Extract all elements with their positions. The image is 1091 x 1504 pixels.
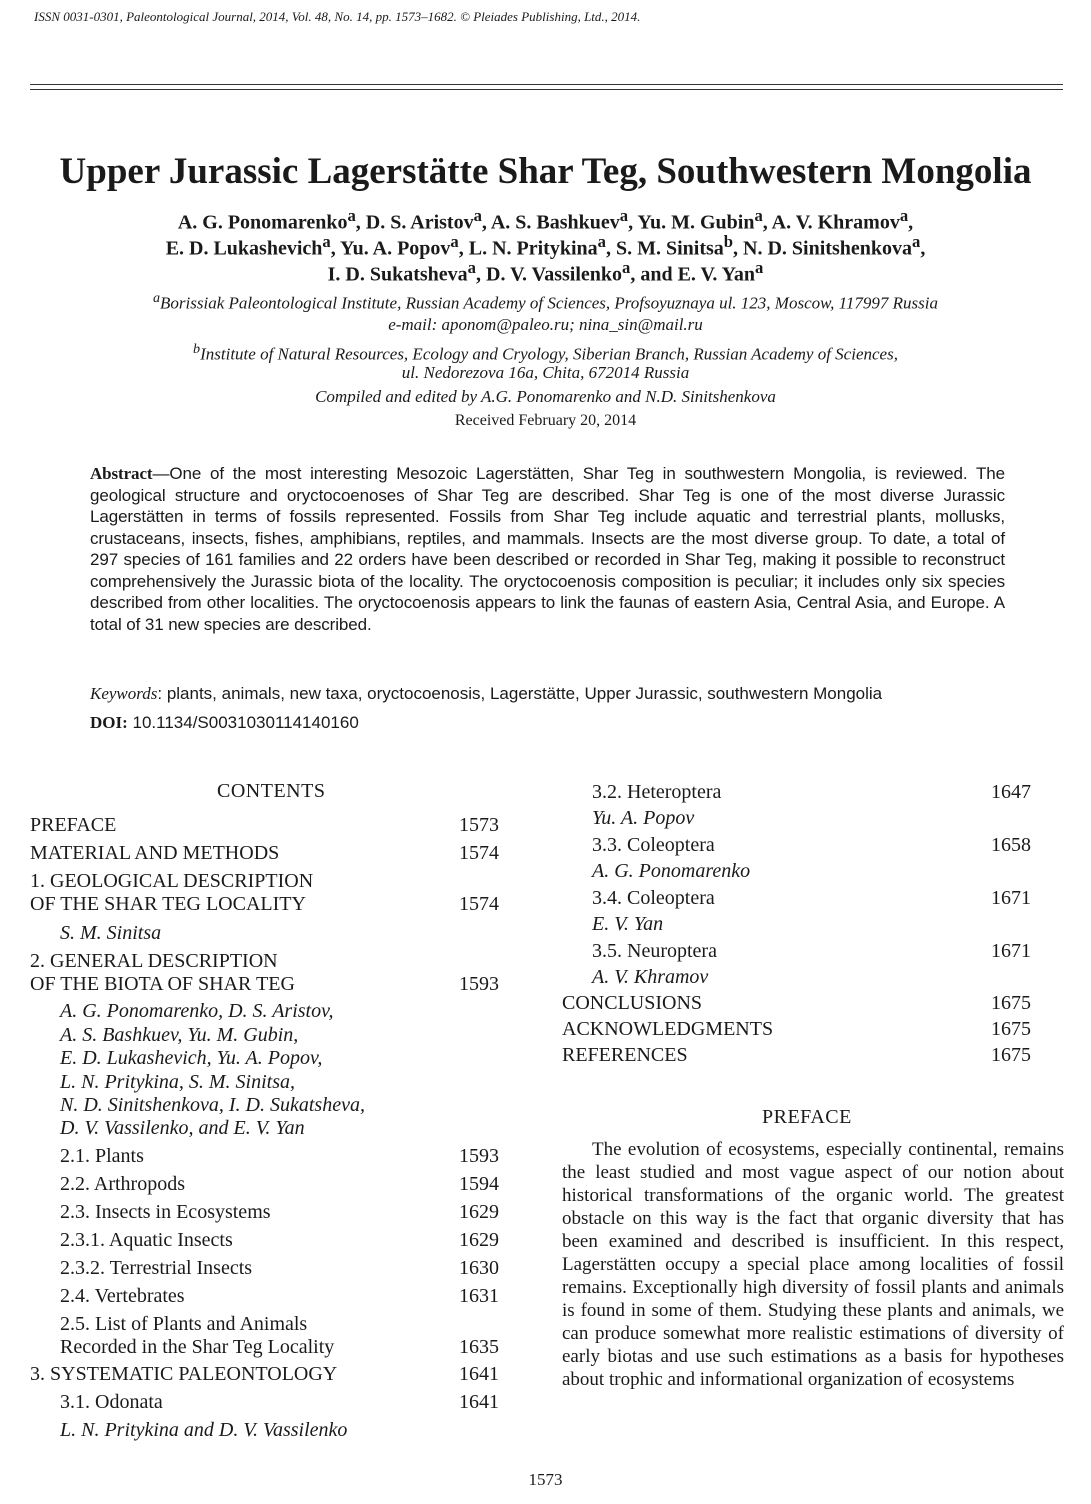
toc-author-line — [60, 1000, 334, 1022]
preface-body: The evolution of ecosystems, especially continental, remains the least studied and most vague aspect of our notion about historical transformations of the organic world. The greatest obstacle on this way is the fact that organic diversity that has been examined and described is insufficient. In this respect, Lagerstätten occupy a special place among localities of fossil remains. Exceptionally high diversity of fossil plants and animals is found in some of them. Studying these plants and animals, we can produce somewhat more realistic estimations of diversity of early biotas and use such estimations as a basis for hypotheses about trophic and informational organization of ecosystems — [562, 1139, 1064, 1390]
authors-line-1: A. G. Ponomarenko$^a$, D. S. Aristov$^a$, A. S. Bashkuev$^a$, Yu. M. Gubin$^a$, A. V. Khramov$^a$, — [177, 206, 914, 234]
toc-entry-label: 2.2. Arthropods — [60, 1173, 185, 1195]
toc-author-line — [60, 1024, 298, 1046]
toc-entry — [562, 1018, 773, 1040]
doi-value: 10.1134/S0031030114140160 — [127, 713, 359, 732]
toc-author-line — [60, 922, 161, 944]
toc-entry-label: A. G. Ponomarenko — [592, 860, 751, 882]
affiliation-a-text: Borissiak Paleontological Institute, Russian Academy of Sciences, Profsoyuznaya ul. 123, Moscow, 117997 Russia — [160, 293, 939, 313]
toc-entry-label: REFERENCES — [562, 1044, 688, 1066]
toc-entry — [60, 1313, 307, 1335]
toc-entry-label: CONCLUSIONS — [562, 992, 703, 1014]
authors-line-2: E. D. Lukashevich$^a$, Yu. A. Popov$^a$, L. N. Pritykina$^a$, S. M. Sinitsa$^b$, N. D. Sinitshenkova$^a$, — [165, 232, 926, 260]
toc-entry-label: Recorded in the Shar Teg Locality — [60, 1336, 335, 1358]
toc-entry — [60, 1257, 252, 1279]
toc-entry-label: 2.3. Insects in Ecosystems — [60, 1201, 271, 1223]
toc-entry-label: PREFACE — [30, 814, 117, 836]
toc-page-number: 1671 — [991, 940, 1031, 962]
toc-page-number: 1574 — [459, 893, 499, 915]
doi — [90, 713, 359, 733]
toc-page-number: 1675 — [991, 1044, 1031, 1066]
toc-page-number: 1593 — [459, 973, 499, 995]
toc-entry-label: OF THE SHAR TEG LOCALITY — [30, 893, 306, 915]
toc-entry-label: A. V. Khramov — [592, 966, 709, 988]
toc-entry — [60, 1285, 185, 1307]
toc-page-number: 1573 — [459, 814, 499, 836]
abstract — [90, 463, 1005, 635]
toc-entry-label: L. N. Pritykina, S. M. Sinitsa, — [60, 1071, 295, 1093]
toc-entry — [562, 1044, 688, 1066]
toc-page-number: 1631 — [459, 1285, 499, 1307]
toc-page-number: 1671 — [991, 887, 1031, 909]
affiliation-b — [0, 341, 1091, 365]
toc-entry — [30, 893, 306, 915]
toc-entry — [30, 814, 116, 836]
toc-entry-label: E. D. Lukashevich, Yu. A. Popov, — [60, 1047, 323, 1069]
page-number: 1573 — [528, 1470, 563, 1489]
toc-entry — [30, 1363, 337, 1385]
toc-entry — [60, 1229, 233, 1251]
toc-page-number: 1630 — [459, 1257, 499, 1279]
toc-entry-label: 2.1. Plants — [60, 1145, 144, 1167]
toc-entry — [60, 1173, 185, 1195]
contact-email: e-mail: aponom@paleo.ru; nina_sin@mail.ru — [388, 315, 703, 334]
affiliation-a-marker: a — [152, 290, 161, 306]
toc-entry-label: D. V. Vassilenko, and E. V. Yan — [60, 1117, 305, 1139]
keywords — [90, 684, 882, 704]
toc-entry-label: 2.4. Vertebrates — [60, 1285, 185, 1307]
toc-page-number: 1641 — [459, 1391, 499, 1413]
doi-label: DOI: — [90, 713, 128, 732]
toc-page-number: 1658 — [991, 834, 1031, 856]
toc-entry — [592, 781, 721, 803]
toc-entry — [30, 842, 279, 864]
toc-entry-label: OF THE BIOTA OF SHAR TEG — [30, 973, 295, 995]
toc-author-line — [60, 1117, 305, 1139]
toc-author-line — [592, 807, 694, 829]
toc-page-number: 1593 — [459, 1145, 499, 1167]
toc-entry — [60, 1391, 163, 1413]
toc-page-number: 1629 — [459, 1229, 499, 1251]
toc-author-line — [592, 966, 708, 988]
journal-header: ISSN 0031-0301, Paleontological Journal, 2014, Vol. 48, No. 14, pp. 1573–1682. © Pleiades Publishing, Ltd., 2014. — [34, 9, 641, 24]
toc-entry — [562, 992, 702, 1014]
toc-entry-label: 2.5. List of Plants and Animals — [60, 1313, 308, 1335]
toc-author-line — [60, 1419, 347, 1441]
toc-page-number: 1574 — [459, 842, 499, 864]
toc-entry-label: 3.1. Odonata — [60, 1391, 163, 1413]
toc-page-number: 1635 — [459, 1336, 499, 1358]
toc-page-number: 1629 — [459, 1201, 499, 1223]
affiliation-b-marker: b — [193, 341, 201, 357]
toc-entry — [592, 940, 717, 962]
toc-entry-label: A. G. Ponomarenko, D. S. Aristov, — [60, 1000, 334, 1022]
toc-entry-label: A. S. Bashkuev, Yu. M. Gubin, — [60, 1024, 299, 1046]
toc-page-number: 1594 — [459, 1173, 499, 1195]
abstract-text: —One of the most interesting Mesozoic Lagerstätten, Shar Teg in southwestern Mongolia, is reviewed. The geological structure and oryctocoenoses of Shar Teg are described. Shar Teg is one of the most diverse Jurassic Lagerstätten in terms of fossils represented. Fossils from Shar Teg include aquatic and terrestrial plants, mollusks, crustaceans, insects, fishes, amphibians, reptiles, and mammals. Insects are the most diverse group. To date, a total of 297 species of 161 families and 22 orders have been described or recorded in Shar Teg, making it possible to reconstruct comprehensively the Jurassic biota of the locality. The oryctocoenosis composition is peculiar; it includes only six species described from other localities. The oryctocoenosis appears to link the faunas of eastern Asia, Central Asia, and Europe. A total of 31 new species are described. — [90, 464, 1005, 634]
toc-entry-label: S. M. Sinitsa — [60, 922, 162, 944]
affiliation-b-text: Institute of Natural Resources, Ecology and Cryology, Siberian Branch, Russian Academy of Sciences, — [200, 344, 898, 364]
toc-entry-label: 2.3.2. Terrestrial Insects — [60, 1257, 253, 1279]
toc-entry-label: 2. GENERAL DESCRIPTION — [30, 950, 278, 972]
toc-entry-label: 2.3.1. Aquatic Insects — [60, 1229, 233, 1251]
header-rule-bottom — [30, 89, 1063, 90]
toc-entry — [592, 887, 715, 909]
toc-author-line — [60, 1047, 322, 1069]
affiliation-b-address: ul. Nedorezova 16a, Chita, 672014 Russia — [401, 363, 690, 382]
compiled-by: Compiled and edited by A.G. Ponomarenko and N.D. Sinitshenkova — [315, 387, 776, 406]
toc-entry — [60, 1201, 271, 1223]
toc-entry — [30, 973, 295, 995]
toc-entry-label: 3.4. Coleoptera — [592, 887, 715, 909]
authors-line-3: I. D. Sukatsheva$^a$, D. V. Vassilenko$^a$, and E. V. Yan$^a$ — [327, 258, 764, 286]
affiliation-a — [0, 290, 1091, 314]
toc-entry-label: N. D. Sinitshenkova, I. D. Sukatsheva, — [60, 1094, 365, 1116]
toc-author-line — [592, 860, 750, 882]
toc-author-line — [592, 913, 663, 935]
toc-entry-label: 3.2. Heteroptera — [592, 781, 722, 803]
abstract-label: Abstract — [90, 464, 153, 483]
toc-entry-label: 3.3. Coleoptera — [592, 834, 715, 856]
toc-entry-label: MATERIAL AND METHODS — [30, 842, 280, 864]
toc-entry-label: 1. GEOLOGICAL DESCRIPTION — [30, 870, 314, 892]
toc-entry-label: ACKNOWLEDGMENTS — [562, 1018, 774, 1040]
toc-entry-label: E. V. Yan — [592, 913, 664, 935]
toc-entry-label: Yu. A. Popov — [592, 807, 695, 829]
toc-page-number: 1675 — [991, 1018, 1031, 1040]
preface-text — [562, 1138, 1064, 1391]
header-rule-top — [30, 84, 1063, 85]
toc-entry — [60, 1336, 334, 1358]
toc-entry-label: L. N. Pritykina and D. V. Vassilenko — [60, 1419, 348, 1441]
keywords-text: : plants, animals, new taxa, oryctocoenosis, Lagerstätte, Upper Jurassic, southwestern Mongolia — [157, 684, 883, 703]
toc-page-number: 1641 — [459, 1363, 499, 1385]
toc-page-number: 1647 — [991, 781, 1031, 803]
toc-author-line — [60, 1094, 365, 1116]
toc-entry-label: 3.5. Neuroptera — [592, 940, 717, 962]
toc-page-number: 1675 — [991, 992, 1031, 1014]
received-date: Received February 20, 2014 — [454, 412, 637, 429]
keywords-label: Keywords — [90, 684, 158, 703]
toc-entry — [592, 834, 715, 856]
toc-entry — [60, 1145, 144, 1167]
toc-entry — [30, 950, 278, 972]
toc-author-line — [60, 1071, 295, 1093]
contents-heading: CONTENTS — [217, 780, 326, 802]
preface-heading: PREFACE — [762, 1106, 852, 1128]
article-title: Upper Jurassic Lagerstätte Shar Teg, Southwestern Mongolia — [59, 151, 1032, 192]
toc-entry-label: 3. SYSTEMATIC PALEONTOLOGY — [30, 1363, 338, 1385]
toc-entry — [30, 870, 313, 892]
